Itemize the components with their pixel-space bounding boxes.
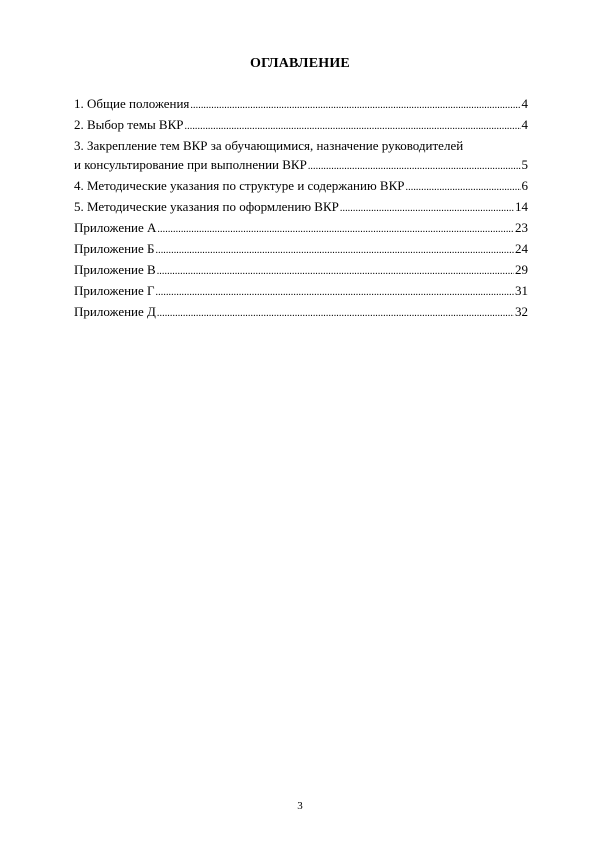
- toc-page-number: 14: [515, 199, 528, 214]
- toc-leader-dots: [156, 239, 515, 260]
- toc-page-number: 31: [515, 283, 528, 298]
- toc-page-number: 4: [521, 96, 528, 111]
- toc-entry-text: 4. Методические указания по структуре и содержанию ВКР: [74, 178, 405, 193]
- toc-page-number: 5: [521, 157, 528, 172]
- toc-entry-appendix-a[interactable]: [74, 218, 528, 239]
- toc-page-number: 24: [515, 241, 528, 256]
- toc-entry-appendix-g[interactable]: [74, 281, 528, 302]
- toc-leader-dots: [156, 281, 514, 302]
- toc-entry-structure-guidelines[interactable]: [74, 176, 528, 197]
- toc-leader-dots: [340, 197, 514, 218]
- toc-leader-dots: [185, 115, 521, 136]
- toc-entry-appendix-b[interactable]: [74, 239, 528, 260]
- toc-leader-dots: [157, 218, 514, 239]
- toc-entry-text: Приложение Г: [74, 283, 155, 298]
- toc-entry-continuation: [74, 155, 528, 176]
- toc-entry-text: 2. Выбор темы ВКР: [74, 117, 184, 132]
- toc-leader-dots: [308, 155, 521, 176]
- toc-entry-text-line1: 3. Закрепление тем ВКР за обучающимися, назначение руководителей: [74, 138, 464, 153]
- toc-page-number: 23: [515, 220, 528, 235]
- toc-entry-topic-selection[interactable]: [74, 115, 528, 136]
- toc-entry-appendix-v[interactable]: [74, 260, 528, 281]
- toc-entry-topic-assignment[interactable]: [74, 136, 528, 176]
- toc-page-number: 6: [521, 178, 528, 193]
- toc-entry-text: Приложение А: [74, 220, 157, 235]
- toc-page-number: 29: [515, 262, 528, 277]
- toc-entry-text: Приложение Б: [74, 241, 155, 256]
- toc-entry-formatting-guidelines[interactable]: [74, 197, 528, 218]
- toc-entry-text: Приложение Д: [74, 304, 156, 319]
- toc-page-number: 32: [515, 304, 528, 319]
- toc-leader-dots: [190, 94, 520, 115]
- toc-entry-text: 5. Методические указания по оформлению ВКР: [74, 199, 339, 214]
- toc-entry-text: 1. Общие положения: [74, 96, 190, 111]
- toc-entry-appendix-d[interactable]: [74, 302, 528, 323]
- toc-entry-text: и консультирование при выполнении ВКР: [74, 157, 307, 172]
- toc-leader-dots: [157, 260, 514, 281]
- page-title: ОГЛАВЛЕНИЕ: [250, 56, 350, 71]
- page-number: 3: [297, 800, 303, 812]
- toc-leader-dots: [406, 176, 521, 197]
- toc-leader-dots: [157, 302, 514, 323]
- table-of-contents: [74, 94, 528, 323]
- toc-entry-text: Приложение В: [74, 262, 156, 277]
- toc-page-number: 4: [521, 117, 528, 132]
- toc-entry-general-provisions[interactable]: [74, 94, 528, 115]
